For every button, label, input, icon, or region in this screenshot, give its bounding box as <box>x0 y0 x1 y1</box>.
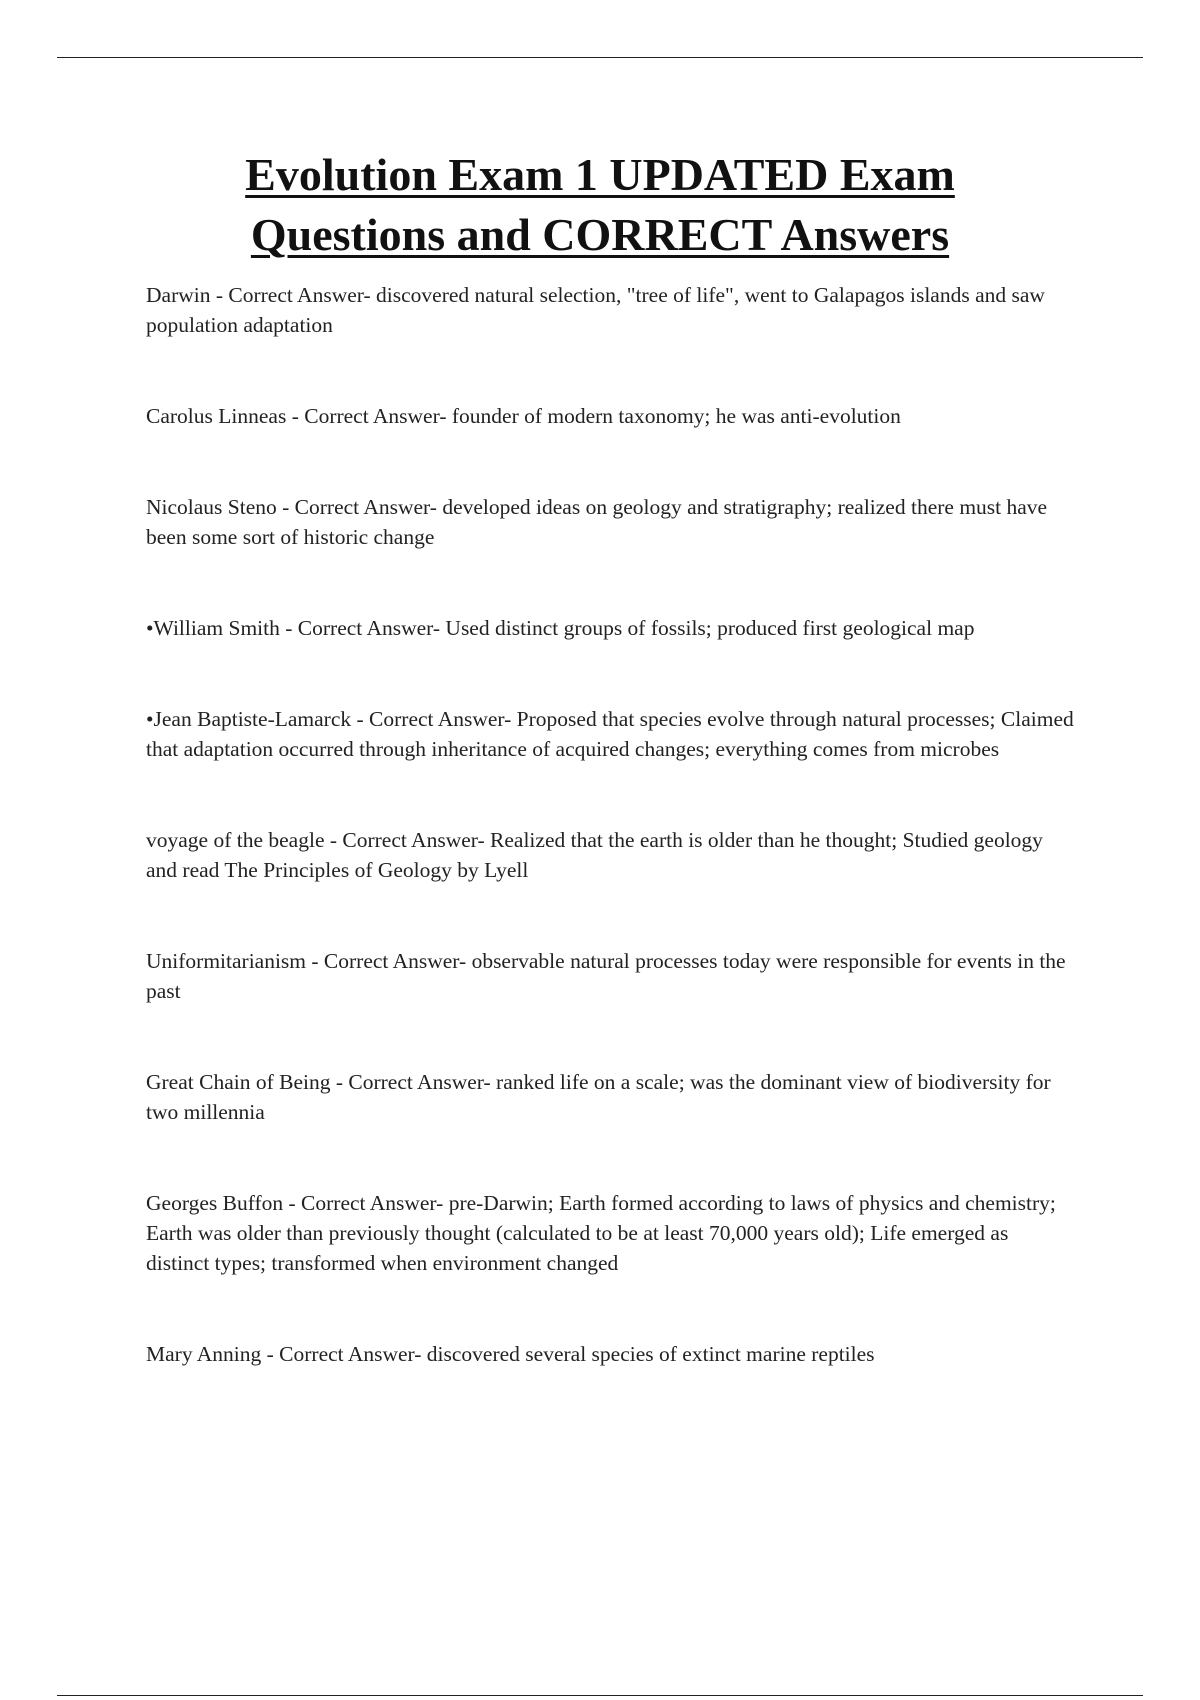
qa-entry-linneas: Carolus Linneas - Correct Answer- founder of modern taxonomy; he was anti-evolution <box>146 404 901 428</box>
page-title <box>100 145 1100 265</box>
qa-entry-mary-anning: Mary Anning - Correct Answer- discovered several species of extinct marine reptiles <box>146 1342 875 1366</box>
page-title-line-2: Questions and CORRECT Answers <box>250 209 950 260</box>
qa-entry-great-chain-of-being: Great Chain of Being - Correct Answer- ranked life on a scale; was the dominant view of biodiversity for two millennia <box>146 1070 1051 1124</box>
qa-entry-steno: Nicolaus Steno - Correct Answer- developed ideas on geology and stratigraphy; realized there must have been some sort of historic change <box>146 495 1048 549</box>
qa-entry-uniformitarianism: Uniformitarianism - Correct Answer- observable natural processes today were responsible for events in the past <box>146 949 1066 1003</box>
top-rule <box>57 57 1143 58</box>
page-title-line-1: Evolution Exam 1 UPDATED Exam <box>245 149 955 200</box>
qa-entry-voyage-of-the-beagle: voyage of the beagle - Correct Answer- Realized that the earth is older than he thought; Studied geology and read The Principles of Geology by Lyell <box>146 828 1043 882</box>
bottom-rule <box>57 1695 1143 1696</box>
qa-entry-darwin: Darwin - Correct Answer- discovered natural selection, "tree of life", went to Galapagos islands and saw population adaptation <box>146 283 1045 337</box>
qa-entry-buffon: Georges Buffon - Correct Answer- pre-Darwin; Earth formed according to laws of physics and chemistry; Earth was older than previously thought (calculated to be at least 70,000 years old); Life emerged as distinct types; transformed when environment changed <box>146 1191 1056 1275</box>
qa-entry-william-smith: •William Smith - Correct Answer- Used distinct groups of fossils; produced first geological map <box>146 616 975 640</box>
qa-list <box>146 280 1076 1430</box>
qa-entry-lamarck: •Jean Baptiste-Lamarck - Correct Answer- Proposed that species evolve through natural processes; Claimed that adaptation occurred through inheritance of acquired changes; everything comes from microbes <box>146 707 1074 761</box>
